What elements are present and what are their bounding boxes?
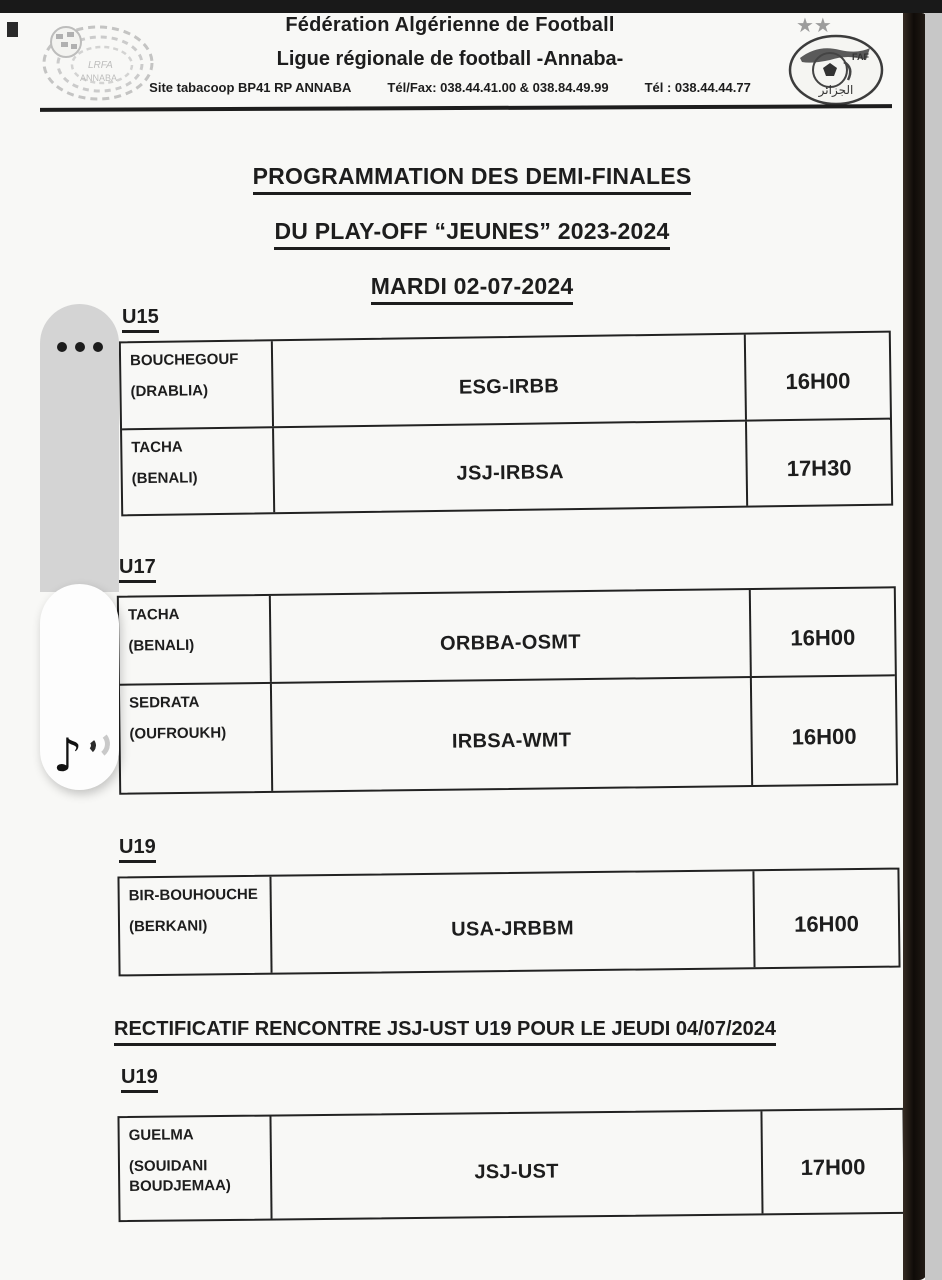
scanned-page-edge xyxy=(903,13,927,1280)
stars-icon: ★★ xyxy=(796,13,832,37)
table-row xyxy=(119,870,898,975)
federation-title: Fédération Algérienne de Football xyxy=(285,14,615,36)
faf-logo xyxy=(778,10,896,110)
section-label-u15: U15 xyxy=(122,306,159,333)
section-label-u19: U19 xyxy=(119,836,156,863)
overlay-control-panel xyxy=(40,304,119,592)
section-label-u19-rectificatif: U19 xyxy=(121,1066,158,1093)
match-cell: USA-JRBBM xyxy=(451,916,575,941)
telfax-text: Tél/Fax: 038.44.41.00 & 038.84.49.99 xyxy=(387,80,609,95)
u15-table xyxy=(119,331,893,517)
table-row xyxy=(120,674,896,792)
header-divider xyxy=(40,104,892,112)
match-cell: JSJ-UST xyxy=(474,1160,559,1183)
contact-line xyxy=(150,80,750,95)
music-note-icon: ♪ xyxy=(53,728,83,782)
rectificatif-heading: RECTIFICATIF RENCONTRE JSJ-UST U19 POUR LE JEUDI 04/07/2024 xyxy=(114,1018,776,1046)
u19-rectificatif-table xyxy=(117,1108,905,1222)
venue-cell: TACHA (BENALI) xyxy=(122,428,275,515)
document-title xyxy=(110,163,834,328)
title-line-3: MARDI 02-07-2024 xyxy=(110,273,834,305)
match-cell: JSJ-IRBSA xyxy=(456,461,564,485)
match-cell: ESG-IRBB xyxy=(458,375,560,399)
top-bar xyxy=(0,0,942,13)
time-cell: 16H00 xyxy=(744,333,890,420)
time-cell: 16H00 xyxy=(750,676,896,785)
ellipsis-icon xyxy=(93,342,103,352)
ellipsis-icon xyxy=(75,342,85,352)
table-row xyxy=(119,1110,903,1220)
match-cell: IRBSA-WMT xyxy=(451,729,572,753)
venue-cell: BOUCHEGOUF (DRABLIA) xyxy=(121,341,274,428)
venue-cell: GUELMA (SOUIDANI BOUDJEMAA) xyxy=(119,1117,272,1221)
title-line-2: DU PLAY-OFF “JEUNES” 2023-2024 xyxy=(110,218,834,250)
audio-button[interactable] xyxy=(53,714,109,782)
u17-table xyxy=(117,586,898,795)
ellipsis-icon xyxy=(57,342,67,352)
time-cell: 16H00 xyxy=(749,588,895,676)
venue-cell: SEDRATA (OUFROUKH) xyxy=(120,684,273,793)
sound-wave-icon xyxy=(79,728,112,761)
table-row xyxy=(122,417,891,514)
match-cell: ORBBA-OSMT xyxy=(439,630,581,655)
scan-artifact xyxy=(7,22,18,37)
section-label-u17: U17 xyxy=(119,556,156,583)
more-options-button[interactable] xyxy=(40,342,119,352)
address-text: Site tabacoop BP41 RP ANNABA xyxy=(149,80,352,95)
u19-table xyxy=(117,868,900,977)
title-line-1: PROGRAMMATION DES DEMI-FINALES xyxy=(110,163,834,195)
faf-arabic-text: الجزائر xyxy=(818,83,854,97)
left-logo-subtext: ANNABA xyxy=(80,73,118,83)
audio-control-pill xyxy=(40,584,119,790)
tel-text: Tél : 038.44.44.77 xyxy=(644,80,751,95)
lrfa-annaba-logo xyxy=(36,20,158,106)
venue-cell: BIR-BOUHOUCHE (BERKANI) xyxy=(119,877,272,975)
left-logo-text: LRFA xyxy=(88,60,113,71)
background-strip xyxy=(925,13,942,1280)
table-row xyxy=(121,333,890,428)
time-cell: 17H00 xyxy=(760,1110,903,1213)
letterhead xyxy=(150,14,750,95)
time-cell: 16H00 xyxy=(752,870,898,968)
time-cell: 17H30 xyxy=(745,419,891,506)
venue-cell: TACHA (BENALI) xyxy=(119,596,272,684)
faf-text: FAF xyxy=(852,52,869,62)
table-row xyxy=(119,588,895,683)
league-title: Ligue régionale de football -Annaba- xyxy=(276,48,624,70)
